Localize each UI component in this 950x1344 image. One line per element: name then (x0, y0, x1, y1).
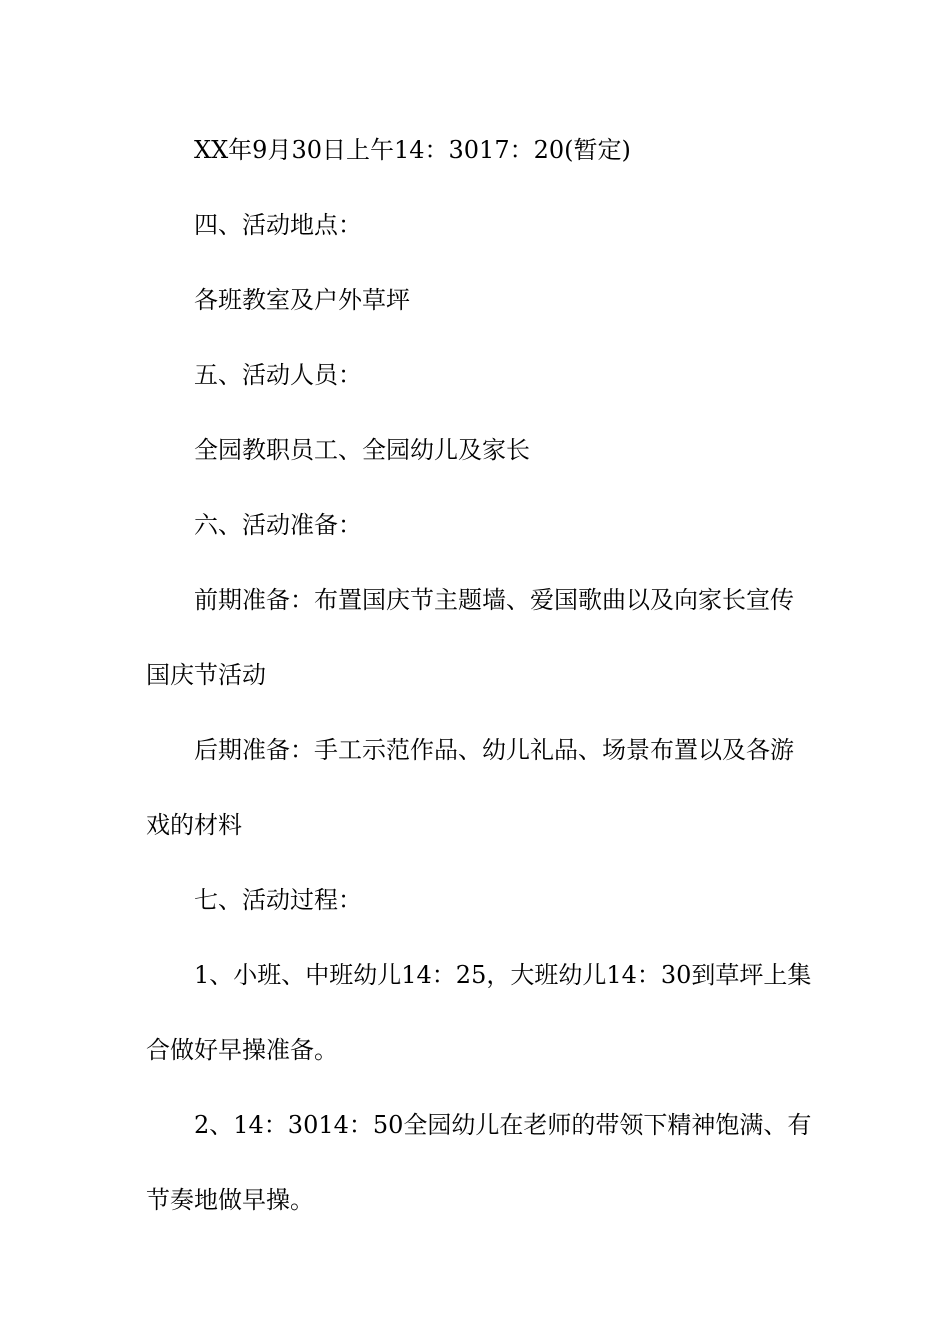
text-line-step-1-cont: 合做好早操准备。 (146, 1036, 338, 1064)
section-heading-process: 七、活动过程： (194, 886, 362, 914)
section-heading-preparation: 六、活动准备： (194, 511, 362, 539)
text-line-early-prep: 前期准备：布置国庆节主题墙、爱国歌曲以及向家长宣传 (194, 586, 794, 614)
text-line-step-1: 1、小班、中班幼儿14：25，大班幼儿14：30到草坪上集 (194, 961, 812, 989)
text-line-late-prep-cont: 戏的材料 (146, 811, 242, 839)
text-line-early-prep-cont: 国庆节活动 (146, 661, 266, 689)
text-line-date: XX年9月30日上午14：3017：20(暂定) (194, 136, 631, 164)
document-body (146, 128, 812, 1253)
text-line-location: 各班教室及户外草坪 (194, 286, 410, 314)
section-heading-location: 四、活动地点： (194, 211, 362, 239)
text-line-step-2: 2、14：3014：50全园幼儿在老师的带领下精神饱满、有 (194, 1111, 812, 1139)
text-line-late-prep: 后期准备：手工示范作品、幼儿礼品、场景布置以及各游 (194, 736, 794, 764)
text-line-participants: 全园教职员工、全园幼儿及家长 (194, 436, 530, 464)
section-heading-participants: 五、活动人员： (194, 361, 362, 389)
text-line-step-2-cont: 节奏地做早操。 (146, 1186, 314, 1214)
